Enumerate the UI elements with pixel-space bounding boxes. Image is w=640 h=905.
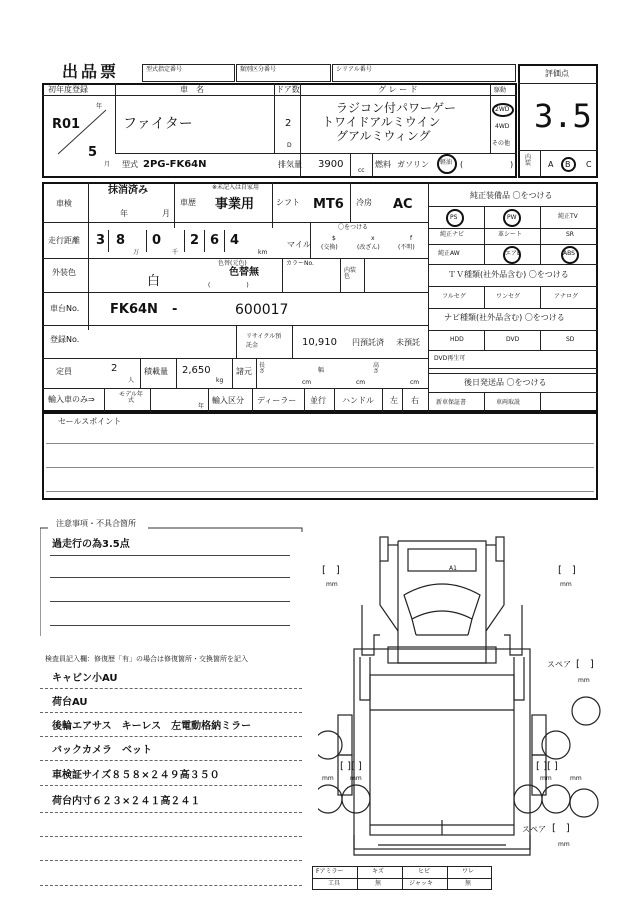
import-year-unit: 年	[198, 403, 205, 410]
inspector-line-6: 荷台内寸６２３×２４１高２４１	[52, 796, 201, 807]
diagram-mark: A1	[449, 565, 457, 572]
model-type: 2PG-FK64N	[143, 159, 207, 170]
seats-value: 2	[111, 363, 118, 374]
equip-navi: 純正ナビ	[440, 231, 465, 238]
history-label: 車歴	[180, 198, 196, 207]
circle-note: 〇をつける	[338, 224, 369, 231]
car-name: ファイター	[123, 116, 193, 132]
spare-2-label: スペア	[522, 825, 546, 834]
navi-title: ナビ種類(社外品含む) 〇をつける	[444, 313, 565, 322]
chassis-label: 車台No.	[50, 304, 80, 313]
car-name-label: 車 名	[180, 85, 204, 94]
tv-oneseg: ワンセグ	[496, 293, 521, 300]
mileage-digit-3: 0	[152, 233, 162, 248]
acc-jack: ジャッキ	[409, 880, 433, 887]
navi-dvd: DVD	[506, 336, 520, 343]
mileage-digit-2: 8	[116, 233, 126, 248]
class-box	[236, 64, 331, 82]
first-reg-year: R01	[52, 117, 81, 132]
sales-point-box	[42, 412, 598, 500]
recycle-paid: 円預託済	[352, 338, 384, 347]
recycle-label: リサイクル預託金	[246, 333, 282, 349]
acc-header-3: ヒビ	[418, 868, 431, 875]
interior-label: 内装	[525, 154, 532, 167]
inspector-line-5: 車検証サイズ８５８×２４９高３５０	[52, 770, 220, 781]
bracket-spare2: [ ]	[552, 823, 570, 834]
model-cert-label: 型式指定番号	[146, 66, 183, 73]
model-cert-box	[142, 64, 235, 82]
ac-value: AC	[393, 197, 413, 212]
import-class-label: 輸入区分	[212, 396, 244, 405]
unknown-option: (不明)	[398, 244, 415, 251]
inspector-title: 検査員記入欄：修復歴「有」の場合は修復箇所・交換箇所を記入	[45, 655, 248, 663]
acc-header-4: ワレ	[462, 868, 475, 875]
fuel-diesel: 軽油	[440, 159, 453, 166]
chassis-number: 600017	[235, 302, 289, 318]
chassis-prefix: FK64N	[110, 302, 158, 317]
dims-label: 諸元	[236, 367, 252, 376]
mileage-digit-6: 4	[230, 233, 240, 248]
mm-spare2: mm	[558, 841, 570, 848]
handle-right: 右	[411, 396, 419, 405]
bracket-rl: [ ][ ]	[340, 761, 362, 772]
repaint-label: 色替(元色)	[218, 260, 247, 267]
mm-spare1: mm	[578, 677, 590, 684]
eval-label: 評価点	[545, 69, 569, 78]
equip-ps: PS	[450, 214, 458, 221]
year-unit: 年	[96, 103, 103, 110]
acc-tools: 工具	[328, 880, 341, 887]
after-manual: 車両取説	[496, 399, 521, 406]
load-label: 積載量	[144, 367, 168, 376]
mm-rl2: mm	[350, 775, 362, 782]
truck-diagram	[318, 535, 618, 865]
drive-2wd: 2WD	[495, 106, 510, 113]
tv-title: ＴＶ種類(社外品含む) 〇をつける	[448, 270, 569, 279]
mile-label: マイル	[287, 240, 311, 249]
drive-other: その他	[492, 140, 511, 147]
equip-sr: SR	[566, 231, 574, 238]
shift-value: MT6	[313, 197, 344, 212]
equip-tv: 純正TV	[558, 213, 578, 220]
acc-jack-value: 無	[465, 880, 472, 887]
ac-label: 冷房	[356, 198, 372, 207]
handle-left: 左	[390, 396, 398, 405]
month-unit: 月	[104, 161, 111, 168]
dvd-playback: DVD再生可	[434, 355, 466, 362]
acc-tools-value: 無	[375, 880, 382, 887]
notes-line-1: 過走行の為3.5点	[52, 539, 130, 550]
equip-aw: 純正AW	[438, 250, 460, 257]
mm-rl1: mm	[322, 775, 334, 782]
mm-fr: mm	[560, 581, 572, 588]
inspector-line-1: キャビン小AU	[52, 673, 118, 684]
fuel-gasoline: ガソリン	[397, 160, 429, 169]
chassis-dash: -	[172, 302, 178, 317]
displacement-label: 排気量	[278, 160, 302, 169]
date-slash	[52, 108, 112, 158]
grade-label: グ レ ー ド	[378, 85, 418, 94]
inspection-label: 車検	[56, 199, 72, 208]
inspection-year: 年	[120, 209, 128, 218]
model-type-label: 型式	[122, 160, 138, 169]
color-label: 外装色	[52, 268, 76, 277]
mileage-digit-4: 2	[190, 233, 200, 248]
inspection-status: 抹消済み	[108, 185, 148, 196]
kg-unit: kg	[216, 377, 224, 384]
drive-label: 駆動	[494, 87, 507, 94]
unknown-symbol: f	[410, 235, 413, 242]
mileage-digit-5: 6	[210, 233, 220, 248]
first-reg-label: 初年度登録	[48, 85, 88, 94]
shift-label: シフト	[276, 198, 300, 207]
first-reg-month: 5	[88, 145, 98, 160]
genuine-title: 純正装備品 〇をつける	[470, 191, 553, 200]
cc-unit: cc	[358, 167, 365, 174]
bracket-fr: [ ]	[558, 565, 576, 576]
sen-unit: 千	[172, 249, 179, 256]
tampered-option: (改ざん)	[357, 244, 380, 251]
doors-label: ドア数	[276, 85, 300, 94]
bracket-spare1: [ ]	[576, 659, 594, 670]
import-label: 輸入車のみ⇒	[48, 395, 95, 404]
tv-analog: アナログ	[554, 293, 579, 300]
km-unit: km	[258, 249, 268, 256]
notes-title: 注意事項・不具合箇所	[56, 519, 136, 528]
fuel-paren-open: (	[460, 160, 464, 169]
mm-rr1: mm	[540, 775, 552, 782]
serial-box	[332, 64, 516, 82]
interior-b: B	[565, 160, 571, 169]
height-cm: cm	[410, 379, 420, 386]
spare-1-label: スペア	[547, 660, 571, 669]
sheet-title: 出品票	[62, 62, 120, 81]
length-cm: cm	[302, 379, 312, 386]
bracket-rr: [ ][ ]	[536, 761, 558, 772]
sales-point-label: セールスポイント	[58, 417, 122, 426]
model-year-label: モデル年式	[119, 391, 143, 404]
load-value: 2,650	[182, 365, 211, 376]
seats-label: 定員	[56, 367, 72, 376]
exchange-option: (交換)	[321, 244, 338, 251]
width-label: 幅	[318, 367, 325, 374]
recycle-amount: 10,910	[302, 337, 337, 348]
grade-line-3: グアルミウィング	[336, 129, 431, 143]
handle-label: ハンドル	[342, 396, 374, 405]
tampered-symbol: x	[371, 235, 375, 242]
color-value: 白	[147, 274, 161, 289]
dealer-option: ディーラー	[257, 396, 297, 405]
color-no-label: カラーNo.	[286, 260, 314, 267]
interior-a: A	[548, 160, 554, 169]
grade-line-1: ラジコン付パワーゲー	[336, 101, 457, 115]
acc-header-2: キズ	[372, 868, 384, 875]
serial-label: シリアル番号	[336, 66, 372, 73]
width-cm: cm	[356, 379, 366, 386]
tv-fullseg: フルセグ	[442, 293, 466, 300]
equip-pw: PW	[507, 214, 517, 221]
parallel-option: 並行	[310, 396, 326, 405]
interior-c: C	[586, 160, 592, 169]
eval-score: 3.5	[534, 97, 592, 135]
repaint-paren: ( )	[208, 282, 249, 289]
navi-hdd: HDD	[450, 336, 464, 343]
bracket-fl: [ ]	[322, 565, 340, 576]
registration-label: 登録No.	[50, 335, 80, 344]
drive-4wd: 4WD	[495, 123, 510, 130]
after-warranty: 新車保証書	[436, 399, 467, 406]
acc-header-1: Fアミラー	[316, 868, 344, 875]
doors-value: 2	[285, 118, 292, 129]
repaint-value: 色替無	[229, 267, 259, 278]
inspector-line-4: バックカメラ ベット	[52, 745, 152, 756]
inspector-line-3: 後輪エアサス キーレス 左電動格納ミラー	[52, 721, 252, 732]
inspector-line-2: 荷台AU	[52, 697, 88, 708]
interior-color-label: 内装色	[344, 267, 357, 280]
grade-line-2: トワイドアルミウイン	[322, 115, 441, 129]
mm-fl: mm	[326, 581, 338, 588]
height-label: 高さ	[373, 362, 380, 375]
inspection-month: 月	[162, 209, 170, 218]
mileage-digit-1: 3	[96, 233, 106, 248]
equip-leather: 革シート	[498, 231, 523, 238]
man-unit: 万	[133, 249, 140, 256]
navi-sd: SD	[566, 336, 575, 343]
fuel-label: 燃料	[375, 160, 391, 169]
history-note: ※未記入は自家用	[212, 184, 260, 191]
length-label: 長さ	[259, 362, 266, 375]
history-value: 事業用	[215, 197, 255, 212]
exchange-symbol: $	[332, 235, 336, 242]
equip-abs: ABS	[563, 250, 575, 257]
equip-airbag: エアB	[505, 250, 522, 257]
after-title: 後日発送品 〇をつける	[464, 378, 547, 387]
fuel-paren-close: )	[510, 160, 514, 169]
class-label: 類別区分番号	[240, 66, 277, 73]
doors-code: D	[287, 142, 292, 149]
mm-rr2: mm	[570, 775, 582, 782]
displacement: 3900	[318, 159, 344, 170]
recycle-unpaid: 未預託	[396, 338, 420, 347]
mileage-label: 走行距離	[48, 236, 80, 245]
person-unit: 人	[128, 377, 135, 384]
